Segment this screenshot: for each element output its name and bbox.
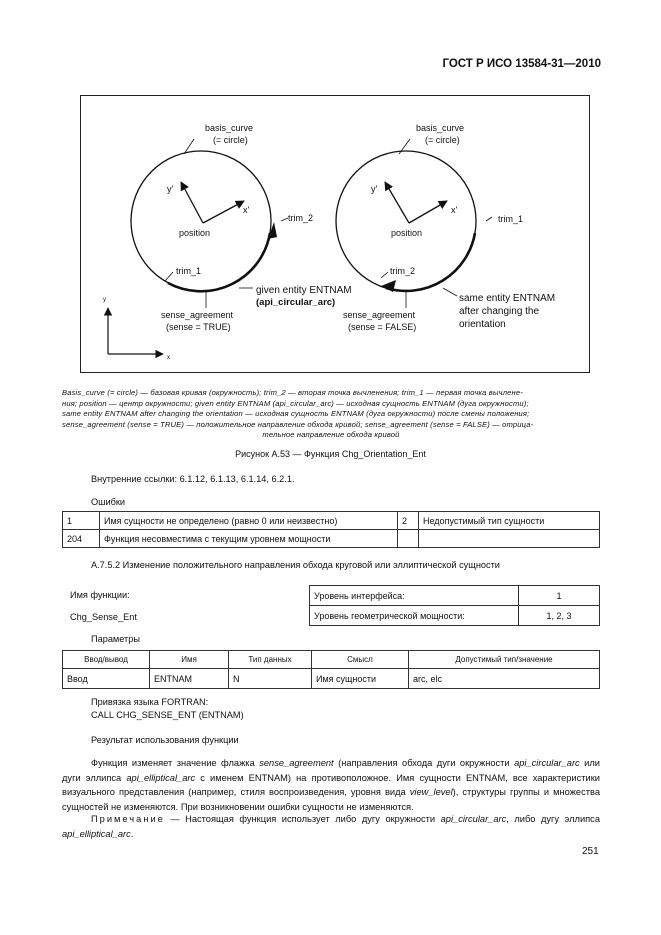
fortran-call: CALL CHG_SENSE_ENT (ENTNAM): [91, 710, 244, 720]
right-x-label: x': [451, 205, 458, 215]
left-y-axis: [181, 182, 203, 223]
orientation-diagram: [81, 96, 591, 374]
error-text: Имя сущности не определено (равно 0 или неизвестно): [100, 512, 398, 530]
func-name-label: Имя функции:: [70, 590, 130, 600]
global-y-label: y: [103, 297, 106, 303]
left-basis-label2: (= circle): [213, 135, 248, 145]
geom-value: 1, 2, 3: [519, 606, 600, 626]
left-basis-label1: basis_curve: [205, 123, 254, 133]
global-x-label: x: [167, 355, 170, 361]
text-run: .: [130, 828, 134, 839]
errors-table: [62, 511, 600, 548]
table-header-row: [63, 651, 600, 669]
figure-frame: [80, 95, 590, 373]
interface-table: [309, 585, 600, 626]
left-trim2-label: trim_2: [288, 213, 314, 223]
geom-label: Уровень геометрической мощности:: [310, 606, 519, 626]
error-code: 1: [63, 512, 100, 530]
right-entity-label1: same entity ENTNAM: [459, 293, 556, 304]
text-run: (направления обхода дуги окружности: [333, 758, 515, 768]
right-trim2-leader: [381, 272, 388, 278]
right-entity-leader: [443, 288, 457, 296]
right-entity-label2: after changing the: [459, 306, 540, 317]
param-cell: ENTNAM: [150, 669, 229, 689]
left-arc-diagram: [131, 123, 352, 332]
params-title: Параметры: [91, 634, 140, 644]
right-y-label: y': [371, 184, 378, 194]
legend-line: same entity ENTNAM after changing the orientation — исходная сущность ENTNAM (дуга окружности) после смены положения;: [62, 409, 530, 419]
right-basis-label1: basis_curve: [416, 123, 465, 133]
column-header: Смысл: [312, 651, 409, 669]
left-position-label: position: [179, 228, 211, 238]
right-trim1-leader: [486, 217, 492, 221]
left-y-label: y': [167, 184, 174, 194]
text-run-italic: api_circular_arc: [440, 814, 507, 824]
right-arc: [386, 233, 475, 291]
text-run-italic: view_level: [409, 787, 453, 797]
error-text: [419, 530, 600, 548]
error-text: Недопустимый тип сущности: [419, 512, 600, 530]
right-sense-label2: (sense = FALSE): [348, 322, 417, 332]
param-cell: arc, elc: [409, 669, 600, 689]
text-run: ), структуры группы и множества сущностей не изменяются. При возникновении ошибки сущности не изменяются.: [62, 787, 601, 812]
right-basis-label2: (= circle): [425, 135, 460, 145]
left-sense-label2: (sense = TRUE): [166, 322, 231, 332]
left-arc-arrowhead: [268, 222, 277, 239]
internal-refs: Внутренние ссылки: 6.1.12, 6.1.13, 6.1.14, 6.2.1.: [91, 474, 295, 484]
table-row: [310, 606, 600, 626]
error-code: [398, 530, 419, 548]
fortran-binding-title: Привязка языка FORTRAN:: [91, 697, 209, 707]
text-run: , либо дугу эллипса: [506, 814, 600, 824]
params-table: [62, 650, 600, 689]
error-code: 204: [63, 530, 100, 548]
right-trim1-label: trim_1: [498, 214, 524, 224]
left-arc: [168, 233, 270, 291]
global-axes: [103, 297, 170, 361]
right-trim2-label: trim_2: [390, 266, 416, 276]
text-run-italic: api_elliptical_arc: [62, 828, 131, 839]
right-x-axis: [409, 201, 447, 223]
left-sense-label1: sense_agreement: [161, 310, 234, 320]
result-paragraph: [62, 756, 600, 814]
right-sense-label1: sense_agreement: [343, 310, 416, 320]
text-run: или дуги эллипса: [62, 758, 600, 783]
text-run-italic: api_elliptical_arc: [126, 772, 196, 783]
error-code: 2: [398, 512, 419, 530]
interface-label: Уровень интерфейса:: [310, 586, 519, 606]
figure-legend: [62, 388, 600, 441]
left-trim1-label: trim_1: [176, 266, 202, 276]
error-text: Функция несовместима с текущим уровнем мощности: [100, 530, 398, 548]
left-x-axis: [203, 201, 244, 223]
legend-line: sense_agreement (sense = TRUE) — положительное направление обхода кривой; sense_agreement (sense = FALSE) — отрица-: [62, 419, 534, 429]
text-run-italic: api_circular_arc: [514, 758, 580, 768]
text-run: с именем ENTNAM) на противоположное. Имя сущности ENTNAM, все характеристики визуального представления (например, стиля воспроизведения, уровня вида: [62, 772, 600, 797]
right-y-axis: [385, 182, 409, 223]
table-row: [63, 512, 600, 530]
param-cell: Имя сущности: [312, 669, 409, 689]
interface-value: 1: [519, 586, 600, 606]
column-header: Тип данных: [229, 651, 312, 669]
left-trim2-leader: [281, 218, 288, 221]
text-run: Функция изменяет значение флажка: [91, 758, 260, 768]
legend-line: ния; position — центр окружности; given entity ENTNAM (api_circular_arc) — исходная сущность ENTNAM (дуга окружности);: [62, 398, 529, 408]
errors-title: Ошибки: [91, 497, 126, 507]
section-heading: A.7.5.2 Изменение положительного направления обхода круговой или эллиптической сущности: [91, 560, 500, 570]
table-row: [63, 669, 600, 689]
left-entity-label1: given entity ENTNAM: [256, 285, 352, 296]
left-entity-label2: (api_circular_arc): [256, 297, 336, 308]
legend-line: Basis_curve (= circle) — базовая кривая (окружность); trim_2 — вторая точка вычленения; trim_1 — первая точка вычлене-: [62, 388, 523, 397]
func-name-value: Chg_Sense_Ent: [70, 612, 137, 622]
text-run-italic: sense_agreement: [259, 758, 334, 768]
right-position-label: position: [391, 228, 423, 238]
result-title: Результат использования функции: [91, 735, 239, 745]
page-number: 251: [582, 846, 599, 857]
right-arc-diagram: [336, 123, 555, 332]
right-basis-leader: [399, 139, 410, 154]
column-header: Ввод/вывод: [63, 651, 150, 669]
column-header: Имя: [150, 651, 229, 669]
column-header: Допустимый тип/значение: [409, 651, 600, 669]
right-entity-label3: orientation: [459, 319, 506, 330]
figure-caption: Рисунок А.53 — Функция Chg_Orientation_Ent: [235, 449, 426, 459]
legend-line: тельное направление обхода кривой: [262, 430, 400, 440]
document-header: ГОСТ Р ИСО 13584-31—2010: [442, 58, 601, 70]
left-trim1-leader: [165, 272, 173, 281]
note-paragraph: [62, 812, 600, 841]
param-cell: Ввод: [63, 669, 150, 689]
param-cell: N: [229, 669, 312, 689]
text-run: — Настоящая функция использует либо дугу окружности: [164, 814, 441, 824]
table-row: [63, 530, 600, 548]
left-x-label: x': [243, 205, 250, 215]
table-row: [310, 586, 600, 606]
note-label: Примечание: [91, 814, 165, 824]
